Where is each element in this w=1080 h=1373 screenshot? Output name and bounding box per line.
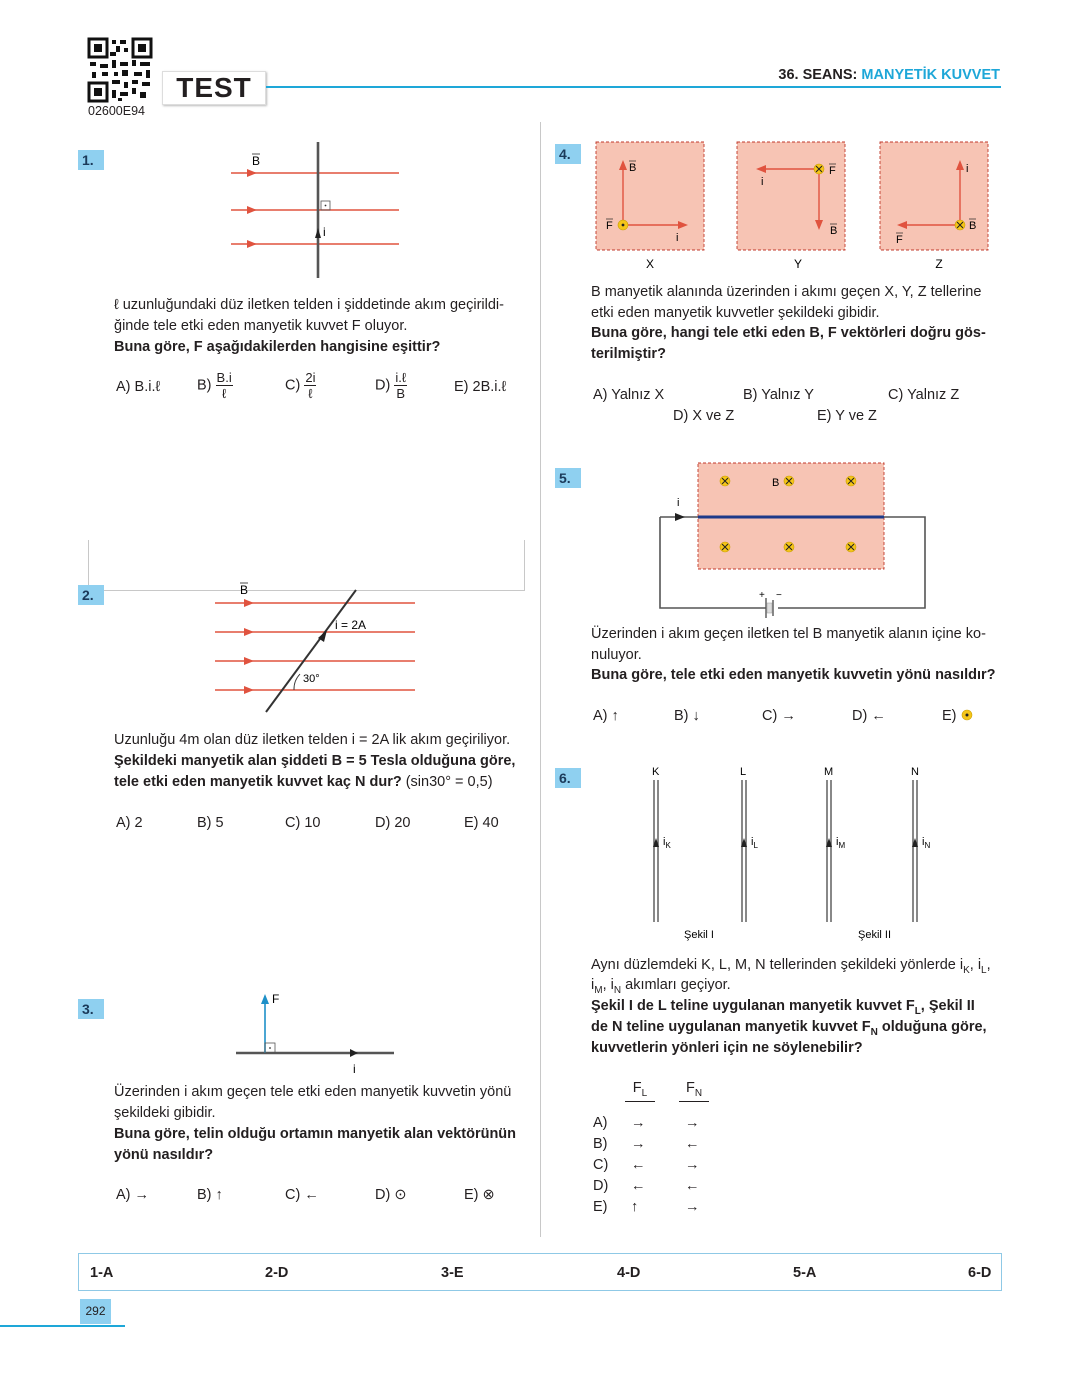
q6-option-a-fn: → — [685, 1115, 700, 1131]
column-divider — [540, 122, 541, 1237]
q2-option-a[interactable]: A) 2 — [116, 815, 143, 831]
q3-option-d[interactable]: D) ⊙ — [375, 1187, 407, 1203]
q4-question-line2: terilmiştir? — [591, 346, 666, 362]
current-m-label: $i_M$ — [836, 836, 846, 850]
q2-question-hint: (sin30° = 0,5) — [401, 774, 493, 790]
q4-text-line2: etki eden manyetik kuvvetler şekildeki gibidir. — [591, 305, 880, 321]
question-number-6: 6. — [555, 768, 581, 788]
q4-x-force-label: F — [606, 220, 613, 232]
q5-text-line1: Üzerinden i akım geçen iletken tel B manyetik alanın içine ko- — [591, 626, 986, 642]
q6-question-line3: kuvvetlerin yönleri için ne söylenebilir? — [591, 1040, 863, 1056]
q6-col2-sub: N — [694, 1087, 703, 1099]
q3-question-line1: Buna göre, telin olduğu ortamın manyetik alan vektörünün — [114, 1126, 517, 1142]
q4-option-e[interactable]: E) Y ve Z — [817, 408, 877, 424]
wire-n-label: N — [911, 766, 919, 778]
q1-current-label: i — [323, 225, 326, 239]
q3-option-a[interactable]: A) → — [116, 1187, 150, 1203]
q5-option-b[interactable]: B) ↓ — [674, 708, 700, 724]
q5-field-label: B — [772, 477, 780, 489]
test-label: TEST — [162, 71, 266, 105]
wire-l — [741, 780, 747, 922]
q4-box-label-y: Y — [793, 257, 803, 271]
q1-text-line1: ℓ uzunluğundaki düz iletken telden i şiddetinde akım geçirildi- — [114, 297, 504, 313]
q6-option-b-label: B) — [593, 1136, 608, 1152]
q4-option-a[interactable]: A) Yalnız X — [593, 387, 665, 403]
answer-key-1: 1-A — [90, 1265, 114, 1281]
q3-option-e[interactable]: E) ⊗ — [464, 1187, 495, 1203]
q6-sub-l: L — [981, 964, 987, 976]
q6-text-line2-main: akımları geçiyor. — [625, 977, 731, 993]
q5-text-line2: nuluyor. — [591, 647, 642, 663]
q4-option-d[interactable]: D) X ve Z — [673, 408, 735, 424]
q4-question-line1: Buna göre, hangi tele etki eden B, F vektörleri doğru gös- — [591, 325, 986, 341]
answer-key-4: 4-D — [617, 1265, 641, 1281]
q6-question-line2-b: olduğuna göre, — [877, 1019, 987, 1035]
session-topic: MANYETİK KUVVET — [861, 67, 1000, 83]
wire-l-label: L — [740, 766, 747, 778]
q1-option-b-denominator: ℓ — [222, 386, 227, 401]
answer-key-3: 3-E — [441, 1265, 464, 1281]
q1-option-b[interactable] — [197, 370, 233, 401]
q4-y-force-label: F — [829, 165, 836, 177]
q1-option-d-label: D) — [375, 377, 391, 394]
answer-key-bar — [78, 1253, 1002, 1291]
out-of-page-dot-icon — [961, 709, 973, 721]
q6-option-e-label: E) — [593, 1199, 608, 1215]
q6-option-c[interactable] — [593, 1157, 723, 1177]
figure-1-label: Şekil I — [684, 929, 714, 941]
footer-rule — [0, 1325, 125, 1327]
q4-text-line1: B manyetik alanında üzerinden i akımı geçen X, Y, Z tellerine — [591, 284, 982, 300]
q6-option-b[interactable] — [593, 1136, 723, 1156]
q4-z-field-label: B — [969, 220, 977, 232]
q1-text-line2: ğinde tele etki eden manyetik kuvvet F oluyor. — [114, 318, 408, 334]
q1-option-c-denominator: ℓ — [308, 386, 313, 401]
q6-col1-sub: L — [641, 1087, 648, 1099]
q2-question-line2-bold: tele etki eden manyetik kuvvet kaç N dur? — [114, 774, 402, 790]
q5-battery-plus: + — [759, 590, 765, 601]
q1-figure — [225, 140, 405, 280]
q6-table-header-fn — [679, 1080, 709, 1102]
q4-y-field-label: B — [830, 225, 838, 237]
wire-n — [912, 780, 918, 922]
q6-sub-m: M — [594, 984, 603, 996]
q6-question-sub-l: L — [914, 1005, 921, 1017]
q3-force-label: F — [272, 992, 280, 1006]
q2-option-b[interactable]: B) 5 — [197, 815, 224, 831]
q1-option-a[interactable]: A) B.i.ℓ — [116, 379, 161, 395]
q6-figure — [640, 762, 940, 944]
wire-m — [826, 780, 832, 922]
q4-option-b[interactable]: B) Yalnız Y — [743, 387, 814, 403]
q3-option-b[interactable]: B) ↑ — [197, 1187, 223, 1203]
header-rule — [266, 86, 1001, 88]
q1-field-label: B — [252, 154, 261, 168]
q1-option-b-label: B) — [197, 377, 212, 394]
q6-sub-n: N — [613, 984, 622, 996]
q6-question-line1-a: Şekil I de L teline uygulanan manyetik kuvvet F — [591, 998, 915, 1014]
q6-option-d-label: D) — [593, 1178, 609, 1194]
q3-option-c[interactable]: C) ← — [285, 1187, 319, 1203]
q1-option-d-denominator: B — [396, 386, 406, 401]
q4-z-force-label: F — [896, 234, 903, 246]
q2-option-d[interactable]: D) 20 — [375, 815, 411, 831]
q4-y-current-label: i — [761, 176, 764, 188]
q6-table-header-fl — [625, 1080, 655, 1102]
q5-question: Buna göre, tele etki eden manyetik kuvvetin yönü nasıldır? — [591, 667, 996, 683]
figure-2-label: Şekil II — [858, 929, 892, 941]
q5-option-e-label: E) — [942, 708, 957, 724]
q1-option-c-label: C) — [285, 377, 301, 394]
q6-col1-label: F — [632, 1080, 642, 1096]
q3-text-line2: şekildeki gibidir. — [114, 1105, 216, 1121]
q6-option-e[interactable] — [593, 1199, 723, 1219]
q2-figure — [210, 580, 420, 715]
q6-option-d[interactable] — [593, 1178, 723, 1198]
q3-current-label: i — [353, 1062, 356, 1076]
q1-option-e[interactable]: E) 2B.i.ℓ — [454, 379, 507, 395]
q2-question-line2 — [114, 772, 493, 793]
session-number: 36. SEANS: — [778, 67, 858, 83]
current-k-label: $i_K$ — [663, 836, 671, 850]
page-number: 292 — [80, 1299, 111, 1324]
q6-text-line1-main: Aynı düzlemdeki K, L, M, N tellerinden şekildeki yönlerde i — [591, 957, 964, 973]
q3-figure — [232, 990, 402, 1080]
q6-question-line1-b: , Şekil II — [920, 998, 975, 1014]
q5-battery-minus: − — [776, 590, 782, 601]
q2-text-line1: Uzunluğu 4m olan düz iletken telden i = 2A lik akım geçiriliyor. — [114, 732, 511, 748]
answer-key-5: 5-A — [793, 1265, 817, 1281]
q4-x-current-label: i — [676, 232, 679, 244]
q2-angle-label: 30° — [303, 673, 320, 685]
qr-code-icon — [88, 38, 152, 102]
q5-option-d[interactable]: D) ← — [852, 708, 886, 724]
q6-option-c-fl: ← — [631, 1157, 646, 1173]
q6-question-line2-a: de N teline uygulanan manyetik kuvvet F — [591, 1019, 871, 1035]
wire-k — [653, 780, 659, 922]
q5-option-a[interactable]: A) ↑ — [593, 708, 619, 724]
q6-col2-label: F — [685, 1080, 695, 1096]
q6-option-e-fl: ↑ — [631, 1199, 639, 1215]
q4-box-label-x: X — [645, 257, 655, 271]
q6-question-sub-n: N — [870, 1026, 878, 1038]
q6-option-b-fl: → — [631, 1136, 646, 1152]
q1-option-d-numerator: i.ℓ — [395, 370, 407, 385]
q4-box-label-z: Z — [935, 257, 943, 271]
answer-key-2: 2-D — [265, 1265, 289, 1281]
question-number-4: 4. — [555, 144, 581, 164]
question-number-3: 3. — [78, 999, 104, 1019]
q1-option-c-numerator: 2i — [305, 370, 316, 385]
q6-option-c-label: C) — [593, 1157, 609, 1173]
question-number-2: 2. — [78, 585, 104, 605]
q5-current-label: i — [677, 497, 680, 509]
q6-sub-k: K — [963, 964, 970, 976]
answer-key-6: 6-D — [968, 1265, 992, 1281]
q4-option-c[interactable]: C) Yalnız Z — [888, 387, 960, 403]
current-l-label: $i_L$ — [751, 836, 758, 850]
q2-option-e[interactable]: E) 40 — [464, 815, 499, 831]
q2-current-label: i = 2A — [335, 618, 367, 632]
q2-question-line1: Şekildeki manyetik alan şiddeti B = 5 Tesla olduğuna göre, — [114, 753, 516, 769]
wire-k-label: K — [652, 766, 660, 778]
q6-option-e-fn: → — [685, 1199, 700, 1215]
q6-text-line2: $i_M$, $i_N$ akımları geçiyor. — [591, 977, 731, 996]
q6-option-a-fl: → — [631, 1115, 646, 1131]
q1-option-d[interactable] — [375, 370, 407, 401]
question-number-5: 5. — [555, 468, 581, 488]
q6-option-b-fn: ← — [685, 1136, 700, 1152]
wire-m-label: M — [824, 766, 834, 778]
q3-text-line1: Üzerinden i akım geçen tele etki eden manyetik kuvvetin yönü — [114, 1084, 512, 1100]
q1-option-c[interactable] — [285, 370, 316, 401]
q2-field-label: B — [240, 583, 249, 597]
q5-figure — [655, 460, 930, 618]
q6-option-d-fn: ← — [685, 1178, 700, 1194]
q5-option-e[interactable] — [942, 708, 973, 724]
q1-question: Buna göre, F aşağıdakilerden hangisine eşittir? — [114, 339, 441, 355]
q6-option-a-label: A) — [593, 1115, 608, 1131]
session-title — [778, 67, 1000, 83]
q3-question-line2: yönü nasıldır? — [114, 1147, 214, 1163]
q6-option-d-fl: ← — [631, 1178, 646, 1194]
q6-option-c-fn: → — [685, 1157, 700, 1173]
current-n-label: $i_N$ — [922, 836, 931, 850]
q4-x-field-label: B — [629, 162, 637, 174]
q6-option-a[interactable] — [593, 1115, 723, 1135]
q6-text-line1: Aynı düzlemdeki K, L, M, N tellerinden şekildeki yönlerde $i_K$, $i_L$, — [591, 957, 991, 976]
q5-option-c[interactable]: C) → — [762, 708, 796, 724]
q1-option-b-numerator: B.i — [216, 370, 232, 385]
q4-z-current-label: i — [966, 163, 969, 175]
question-number-1: 1. — [78, 150, 104, 170]
q2-option-c[interactable]: C) 10 — [285, 815, 321, 831]
q4-figure — [590, 140, 1000, 272]
document-code: 02600E94 — [88, 104, 146, 118]
